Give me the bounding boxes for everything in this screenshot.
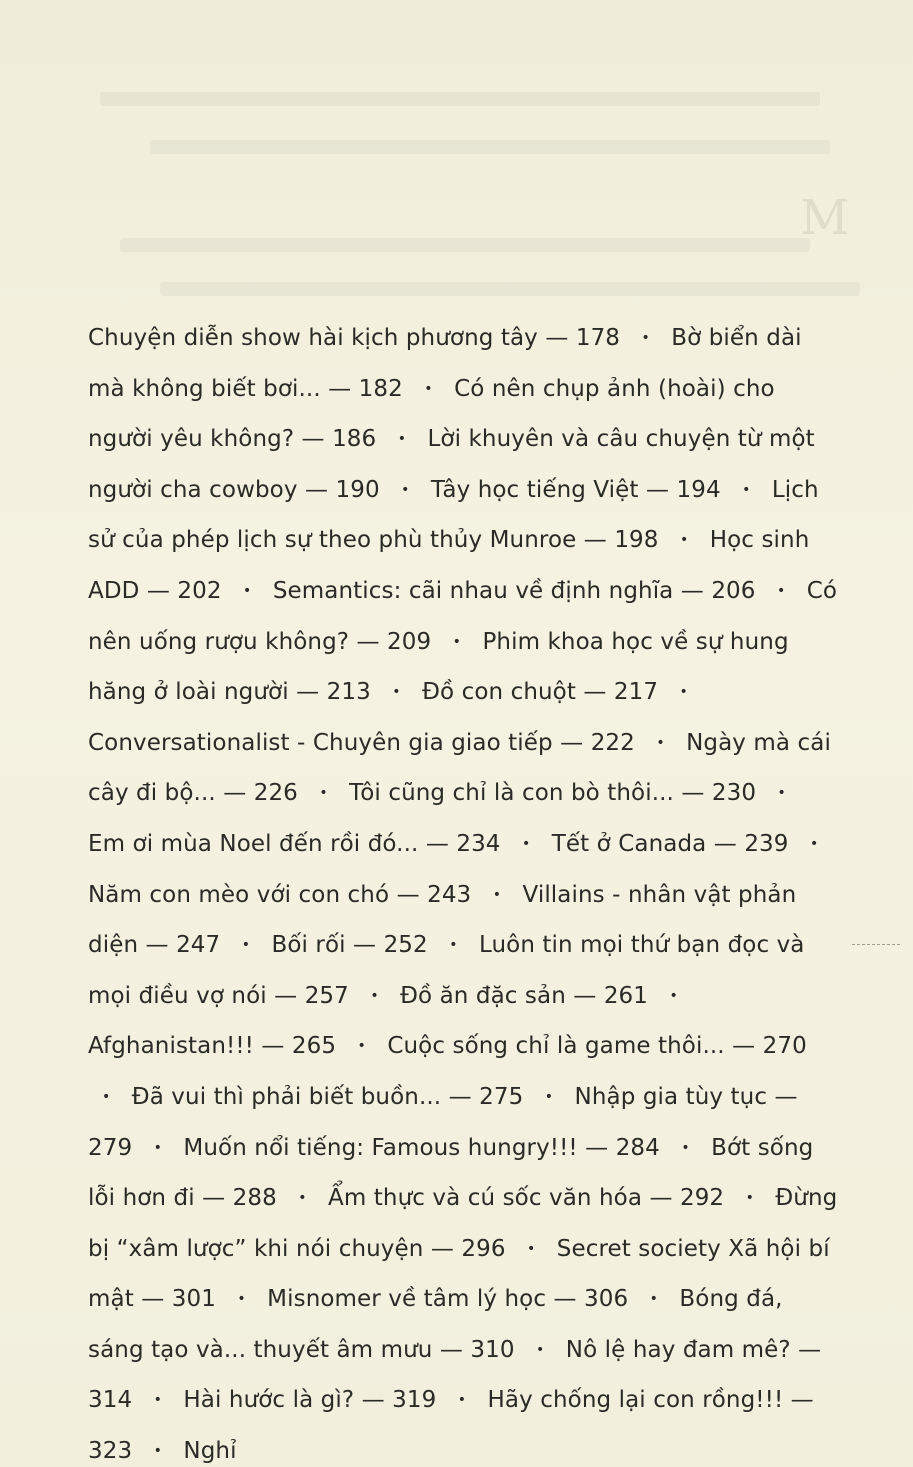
toc-entry: Đồ con chuột — 217 [422,679,659,706]
toc-entry-title: Đồ ăn đặc sản [400,982,566,1009]
toc-entry-page: 306 [584,1286,629,1313]
toc-entry-title: Ngày mà cái cây đi bộ... [88,729,831,807]
show-through-line [120,238,810,252]
toc-entry: Conversationalist - Chuyên gia giao tiếp — 222 [88,729,635,756]
toc-entry-title: Lời khuyên và câu chuyện từ một người cha cowboy [88,426,815,503]
bullet-separator: • [521,835,531,852]
bullet-separator: • [641,330,650,346]
bullet-separator: • [153,1139,162,1156]
toc-entry-page: 178 [575,325,621,351]
toc-entry-title: Bớt sống lỗi hơn đi [88,1134,814,1212]
toc-entry: Ngày mà cái cây đi bộ... — 226 [88,729,831,807]
bullet-separator: • [102,1088,111,1105]
toc-entry-title: Phim khoa học về sự hung hăng ở loài người [88,628,789,706]
show-through-heading: M [800,190,851,246]
bullet-separator: • [357,1038,366,1055]
toc-entry-title: Luôn tin mọi thứ bạn đọc và mọi điều vợ nói [88,932,805,1009]
toc-entry: Luôn tin mọi thứ bạn đọc và mọi điều vợ nói — 257 [88,932,805,1009]
toc-entry: Chuyện diễn show hài kịch phương tây — 178 [88,325,621,351]
toc-entry-page: 243 [427,881,472,908]
toc-entry: Bối rối — 252 [271,932,428,959]
toc-entry-page: 252 [383,932,428,959]
toc-entry-page: 270 [762,1033,807,1060]
show-through-line [100,92,820,106]
toc-entry: Nô lệ hay đam mê? — 314 [88,1336,822,1414]
toc-entry-page: 186 [332,426,377,453]
bullet-separator: • [457,1392,467,1409]
toc-entry-title: Hãy chống lại con rồng!!! [487,1387,784,1414]
toc-entry-page: 292 [679,1185,725,1212]
bullet-separator: • [237,1291,246,1308]
show-through-line [160,282,860,296]
bullet-separator: • [544,1088,554,1105]
toc-entry: Hài hước là gì? — 319 [183,1387,437,1414]
toc-entry-page: 234 [456,830,501,857]
toc-entry-page: 265 [291,1033,337,1060]
toc-entry: Em ơi mùa Noel đến rồi đó... — 234 [88,830,501,857]
toc-entry-page: 310 [470,1336,515,1363]
toc-entry-title: Có nên chụp ảnh (hoài) cho người yêu không? [88,375,775,453]
toc-entry-title: Muốn nổi tiếng: Famous hungry!!! [183,1134,578,1161]
toc-entry-page: 217 [613,679,659,706]
toc-entry: Đừng bị “xâm lược” khi nói chuyện — 296 [88,1185,838,1262]
toc-entry-title: Nghỉ [183,1438,237,1465]
toc-entry [183,1438,236,1464]
bullet-separator: • [452,633,462,650]
toc-entry-page: 209 [387,628,432,655]
toc-entry-page: 222 [590,729,635,756]
toc-entry-title: Bóng đá, sáng tạo và... thuyết âm mưu [88,1286,783,1363]
toc-entry-page: 261 [603,982,649,1009]
bullet-separator: • [153,1443,162,1460]
toc-entry-page: 284 [615,1134,660,1161]
toc-entry-title: Bờ biển dài mà không biết bơi... [88,325,802,402]
toc-entry-page: 323 [88,1438,133,1465]
toc-entry-page: 206 [711,577,756,604]
bullet-separator: • [449,937,458,954]
toc-entry: Đã vui thì phải biết buồn... — 275 [131,1083,524,1110]
toc-entry: Năm con mèo với con chó — 243 [88,881,472,908]
toc-entry: Muốn nổi tiếng: Famous hungry!!! — 284 [183,1134,660,1161]
toc-entry-title: Học sinh ADD [88,527,810,604]
toc-entry-title: Cuộc sống chỉ là game thôi... [387,1033,725,1060]
toc-entry: Có nên chụp ảnh (hoài) cho người yêu không? — 186 [88,375,775,453]
toc-entry-title: Tây học tiếng Việt [430,476,639,503]
toc-entry-page: 275 [479,1083,524,1110]
toc-entry: Có nên uống rượu không? — 209 [88,577,838,655]
bullet-separator: • [527,1240,536,1257]
toc-entry-page: 301 [171,1286,216,1313]
toc-entry-title: Nhập gia tùy tục [574,1083,768,1110]
toc-entry-title: Conversationalist - Chuyên gia giao tiếp [88,729,553,756]
toc-entry-page: 190 [335,476,380,503]
bullet-separator: • [649,1291,658,1308]
toc-entry-page: 198 [614,527,659,554]
toc-entry-page: 182 [358,375,403,402]
bullet-separator: • [679,684,688,701]
toc-entry-page: 296 [461,1235,506,1262]
toc-entry-title: Afghanistan!!! [88,1033,254,1060]
toc-entry: Lời khuyên và câu chuyện từ một người cha cowboy — 190 [88,426,815,503]
bullet-separator: • [669,987,678,1004]
toc-entry: Học sinh ADD — 202 [88,527,810,604]
bullet-separator: • [392,684,401,701]
toc-entry-page: 257 [304,982,349,1009]
bullet-separator: • [370,987,379,1004]
toc-entry-page: 239 [744,830,789,857]
table-of-contents-text [88,313,843,1467]
toc-entry: Ẩm thực và cú sốc văn hóa — 292 [328,1185,725,1212]
bullet-separator: • [536,1341,545,1358]
toc-entry: Cuộc sống chỉ là game thôi... — 270 [387,1033,807,1060]
toc-entry-page: 226 [253,780,298,807]
toc-entry-title: Nô lệ hay đam mê? [565,1336,791,1363]
toc-entry: Lịch sử của phép lịch sự theo phù thủy Munroe — 198 [88,476,819,554]
toc-entry-title: Chuyện diễn show hài kịch phương tây [88,325,538,351]
toc-entry-title: Secret society Xã hội bí mật [88,1235,830,1313]
toc-entry-page: 314 [88,1387,133,1414]
toc-entry-title: Villains - nhân vật phản diện [88,881,797,959]
toc-entry-page: 194 [676,476,721,503]
toc-entry: Semantics: cãi nhau về định nghĩa — 206 [272,577,756,604]
toc-entry: Villains - nhân vật phản diện — 247 [88,881,797,959]
toc-entry: Secret society Xã hội bí mật — 301 [88,1235,830,1313]
toc-entry-page: 288 [232,1185,277,1212]
toc-entry-title: Tết ở Canada [551,830,707,857]
bullet-separator: • [656,734,665,751]
show-through-line [150,140,830,154]
toc-entry: Tôi cũng chỉ là con bò thôi... — 230 [349,780,757,807]
toc-entry-page: 230 [711,780,757,807]
margin-dash-mark [852,944,900,945]
bullet-separator: • [776,582,786,599]
toc-entry-title: Đã vui thì phải biết buồn... [131,1083,442,1110]
toc-entry: Afghanistan!!! — 265 [88,1033,337,1060]
toc-entry-title: Em ơi mùa Noel đến rồi đó... [88,830,419,857]
toc-entry-page: 202 [177,577,222,604]
toc-entry-title: Misnomer về tâm lý học [267,1286,547,1313]
bullet-separator: • [742,481,751,498]
bullet-separator: • [241,937,251,954]
bullet-separator: • [681,1139,690,1156]
bullet-separator: • [777,785,786,802]
toc-entry: Nhập gia tùy tục — 279 [88,1083,798,1161]
bullet-separator: • [424,380,433,397]
toc-entry: Misnomer về tâm lý học — 306 [267,1286,629,1313]
bullet-separator: • [319,785,328,802]
bullet-separator: • [679,532,689,549]
toc-entry: Bớt sống lỗi hơn đi — 288 [88,1134,814,1212]
toc-entry: Tết ở Canada — 239 [551,830,789,857]
toc-entry-title: Hài hước là gì? [183,1387,355,1414]
toc-entry-title: Đừng bị “xâm lược” khi nói chuyện [88,1185,838,1262]
toc-entry-page: 247 [176,932,221,959]
toc-entry: Bóng đá, sáng tạo và... thuyết âm mưu — 310 [88,1286,783,1363]
bullet-separator: • [397,431,407,448]
toc-entry: Đồ ăn đặc sản — 261 [400,982,649,1009]
bullet-separator: • [243,582,252,599]
bullet-separator: • [492,886,502,903]
toc-entry-title: Năm con mèo với con chó [88,881,390,908]
toc-entry-title: Lịch sử của phép lịch sự theo phù thủy Munroe [88,476,819,554]
toc-entry: Bờ biển dài mà không biết bơi... — 182 [88,325,802,402]
bullet-separator: • [745,1190,754,1207]
toc-entry-page: 319 [392,1387,437,1414]
toc-entry: Hãy chống lại con rồng!!! — 323 [88,1387,814,1465]
toc-entry-title: Bối rối [271,932,346,959]
bullet-separator: • [809,835,819,852]
toc-entry-title: Đồ con chuột [422,679,576,706]
toc-entry: Phim khoa học về sự hung hăng ở loài người — 213 [88,628,789,706]
bullet-separator: • [153,1392,162,1409]
toc-entry-title: Có nên uống rượu không? [88,577,838,655]
toc-entry-page: 213 [326,679,371,706]
toc-entry: Tây học tiếng Việt — 194 [430,476,721,503]
toc-entry-title: Semantics: cãi nhau về định nghĩa [272,577,674,604]
toc-entry-title: Ẩm thực và cú sốc văn hóa [328,1185,643,1212]
bullet-separator: • [298,1190,307,1207]
toc-entry-page: 279 [88,1134,133,1161]
bullet-separator: • [401,481,410,498]
toc-entry-title: Tôi cũng chỉ là con bò thôi... [349,780,674,807]
